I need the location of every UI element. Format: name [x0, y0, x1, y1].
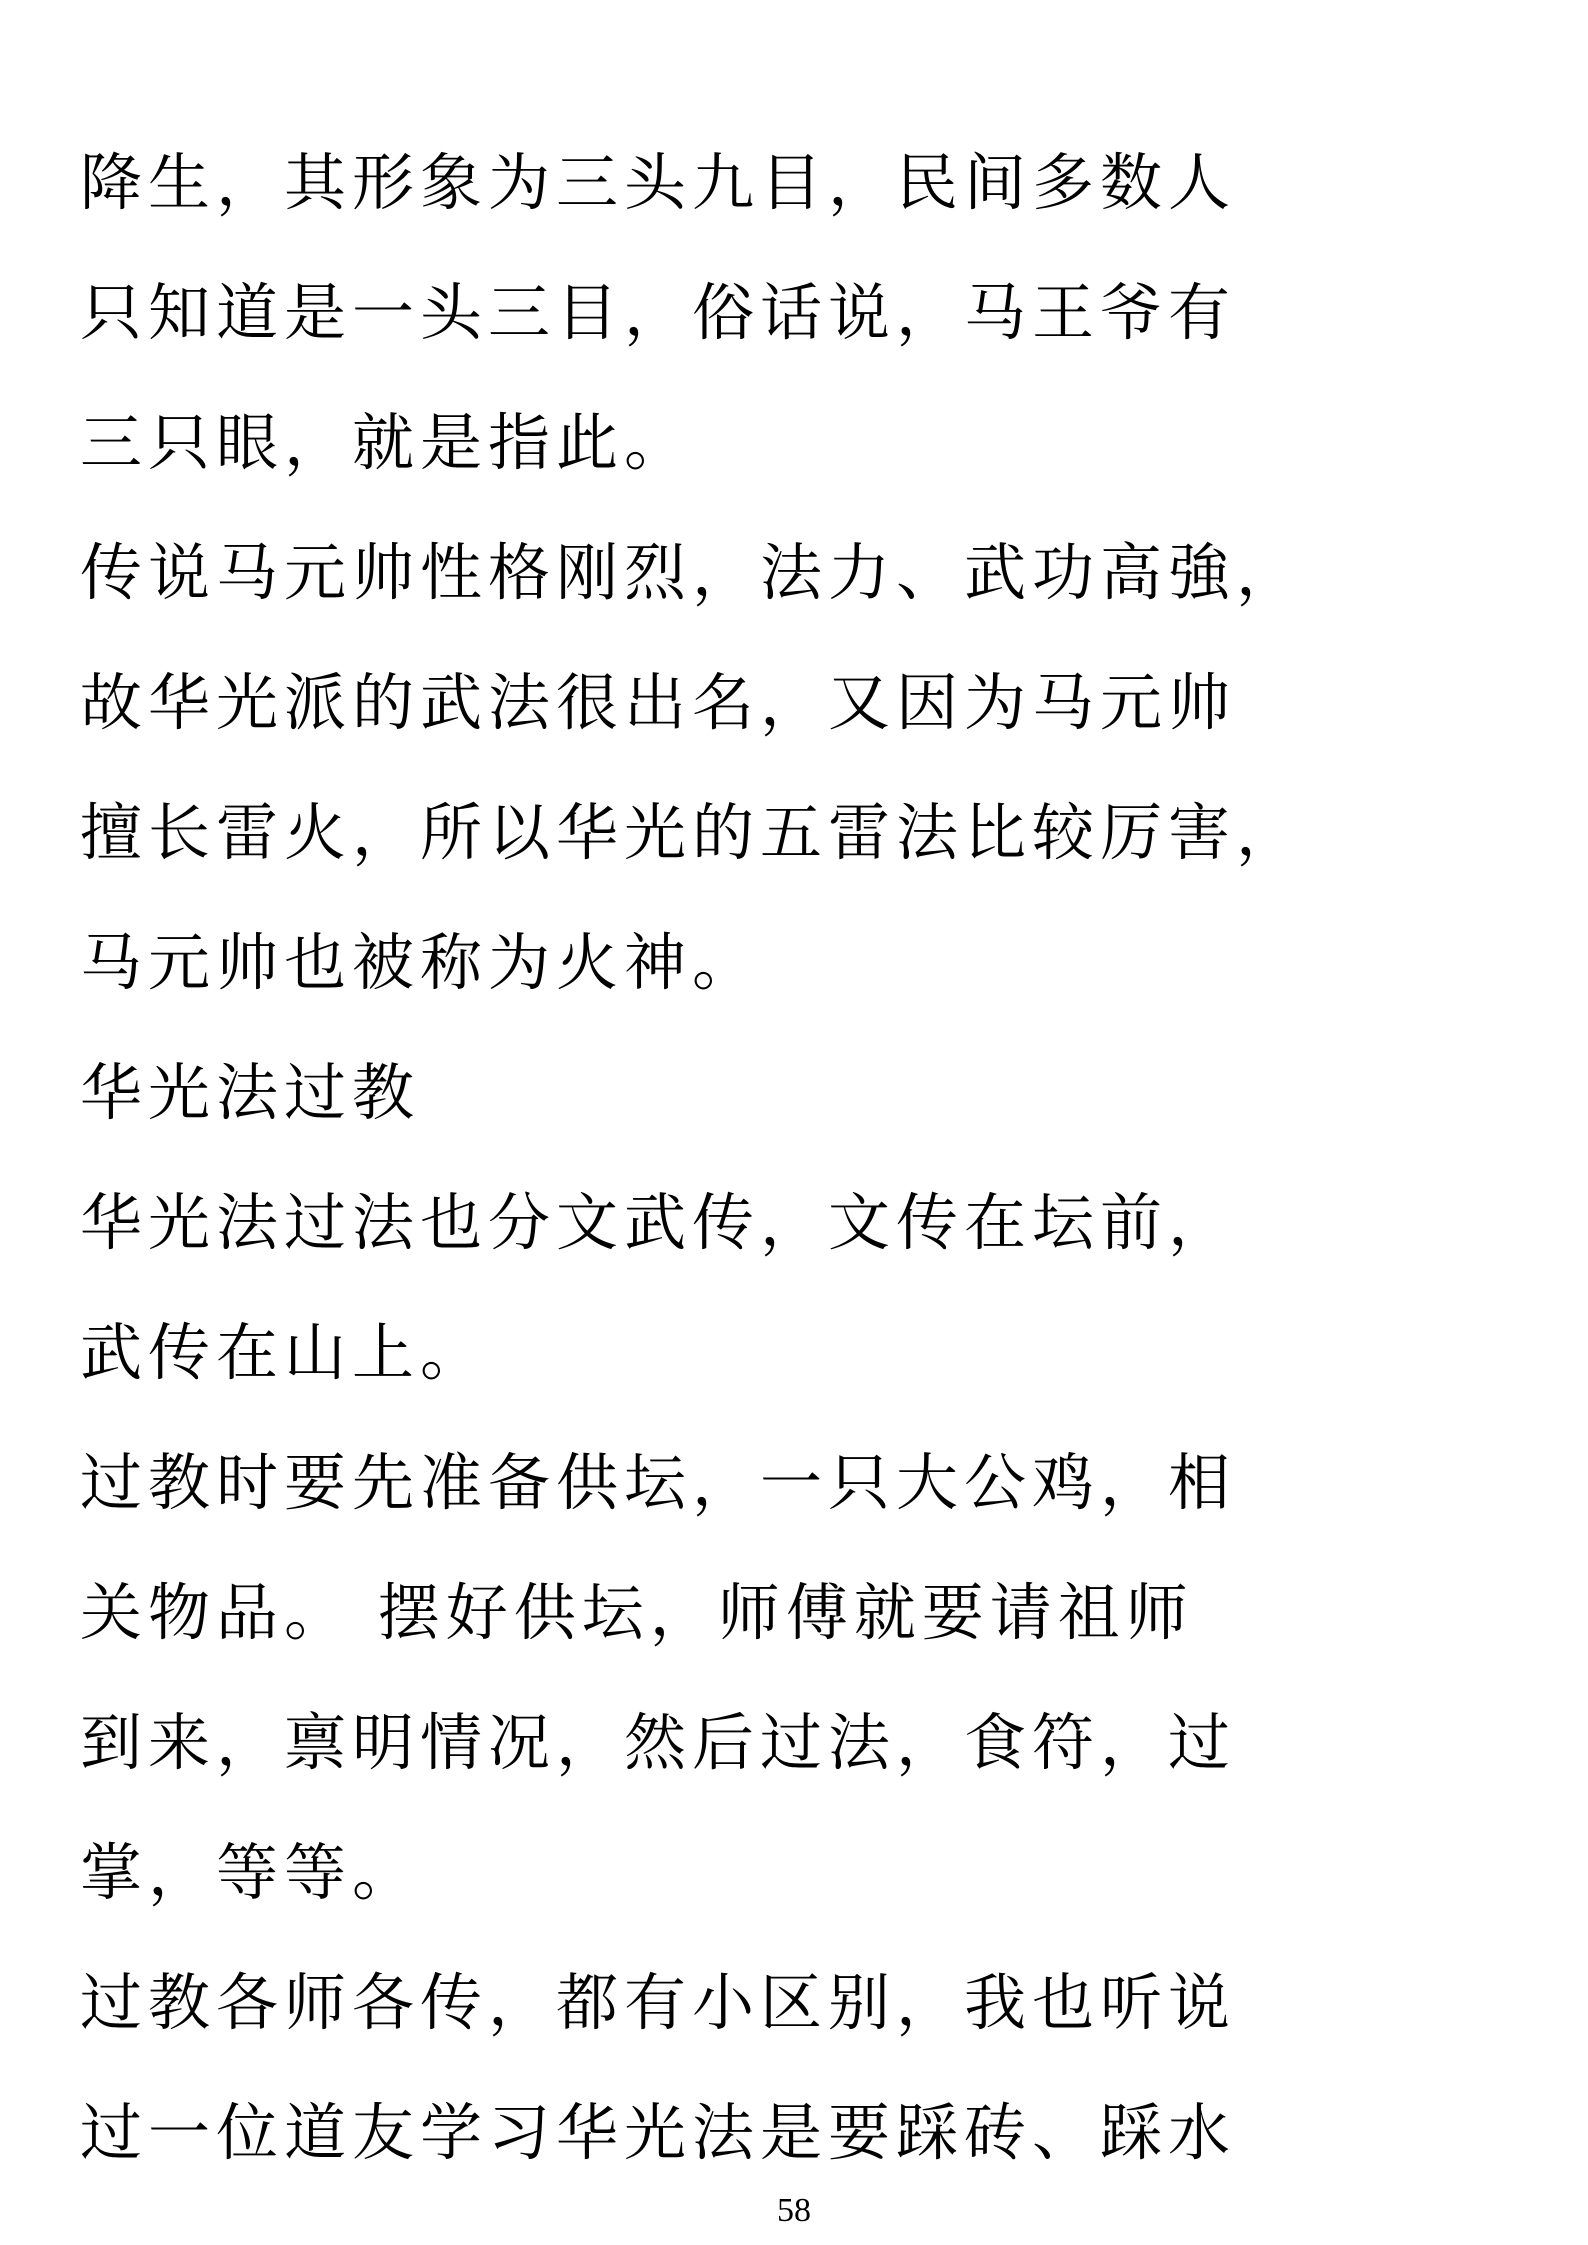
text-line: 故华光派的武法很出名，又因为马元帅	[80, 666, 1237, 739]
text-line: 武传在山上。	[80, 1316, 489, 1389]
text-line: 三只眼，就是指此。	[80, 406, 693, 479]
text-line: 关物品。 摆好供坛，师傅就要请祖师	[80, 1576, 1194, 1649]
text-line: 擅长雷火，所以华光的五雷法比较厉害，	[80, 796, 1305, 869]
text-line: 过一位道友学习华光法是要踩砖、踩水	[80, 2096, 1237, 2169]
text-line: 掌，等等。	[80, 1836, 421, 1909]
body-text	[80, 118, 1520, 2198]
text-line: 马元帅也被称为火神。	[80, 926, 761, 999]
page-number: 58	[777, 2192, 811, 2229]
text-line: 过教各师各传，都有小区别，我也听说	[80, 1966, 1237, 2039]
text-line: 降生，其形象为三头九目，民间多数人	[80, 146, 1237, 219]
text-line: 华光法过法也分文武传，文传在坛前，	[80, 1186, 1237, 1259]
text-line: 只知道是一头三目，俗话说，马王爷有	[80, 276, 1237, 349]
text-line: 传说马元帅性格刚烈，法力、武功高強，	[80, 536, 1305, 609]
section-heading: 华光法过教	[80, 1056, 421, 1129]
text-line: 到来，禀明情况，然后过法，食符，过	[80, 1706, 1237, 1779]
text-line: 过教时要先准备供坛，一只大公鸡，相	[80, 1446, 1237, 1519]
